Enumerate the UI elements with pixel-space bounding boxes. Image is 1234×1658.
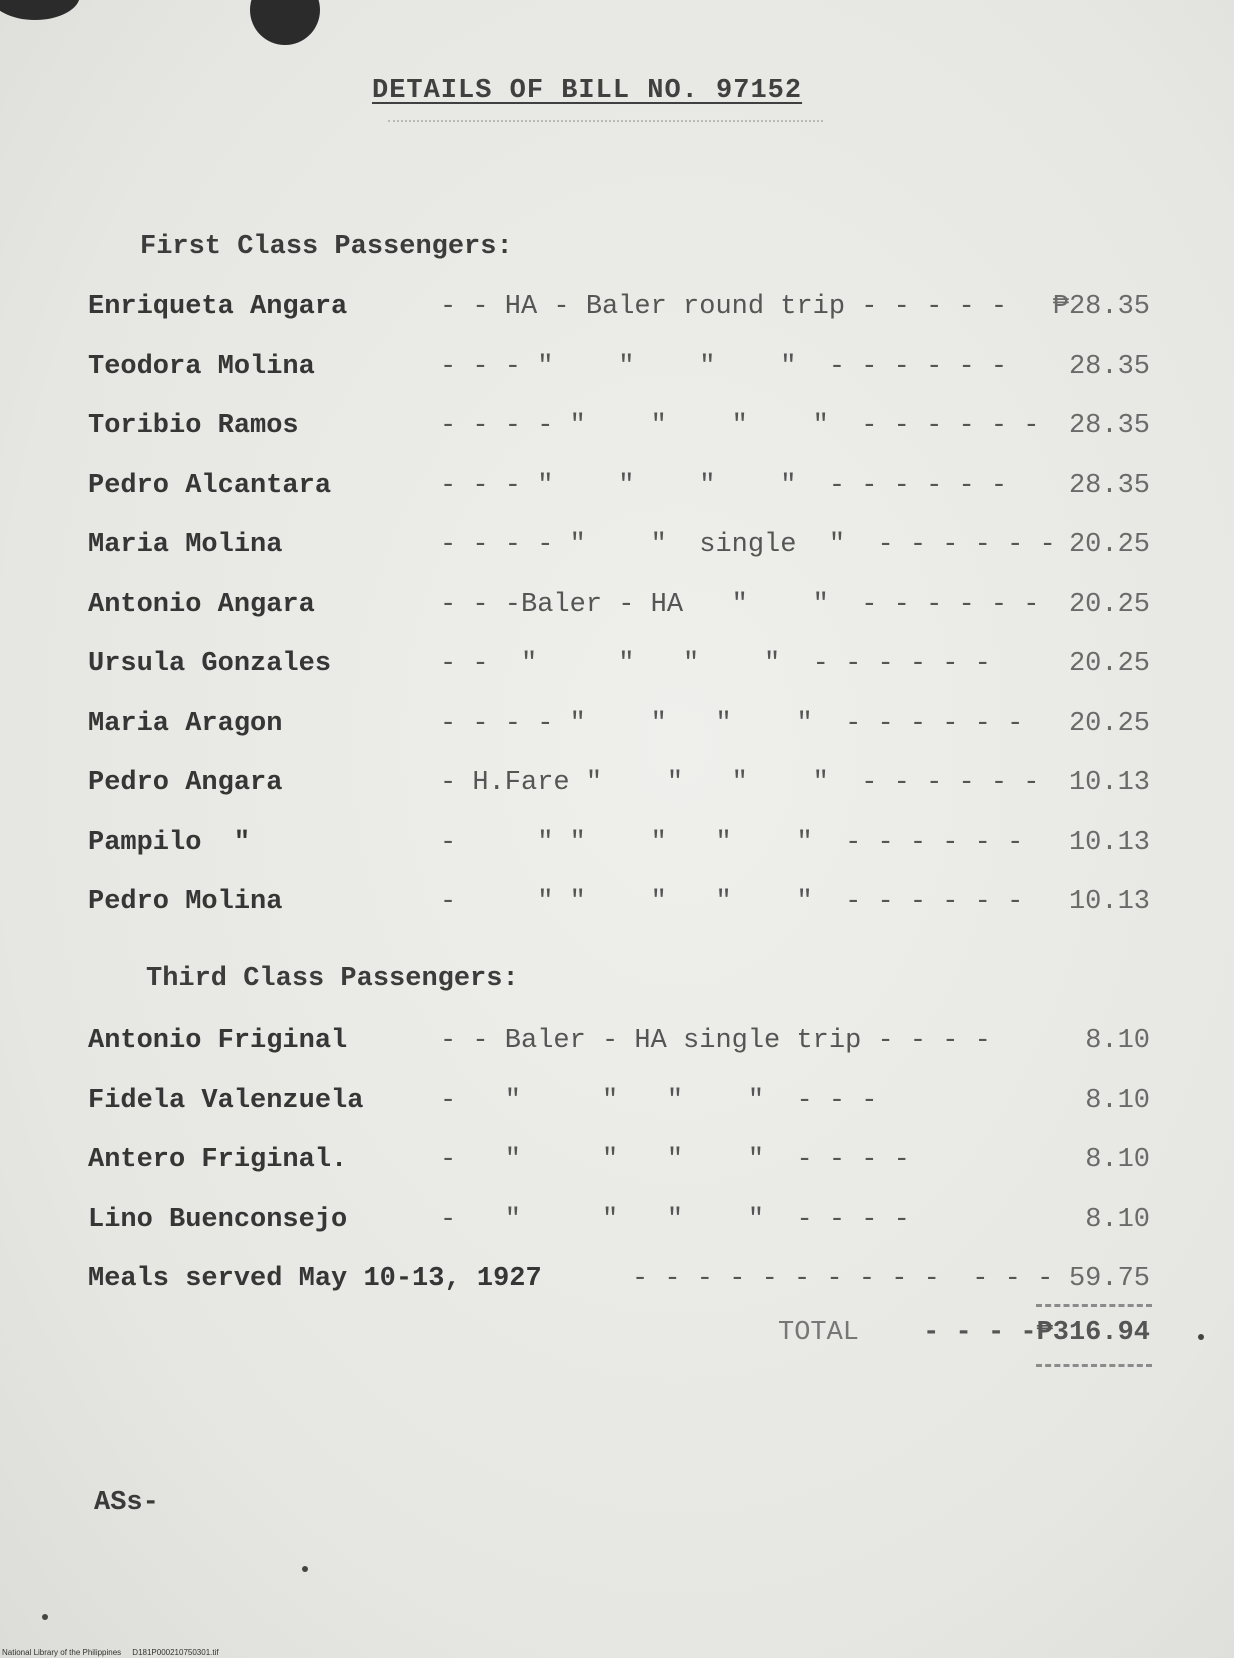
passenger-fare: 8.10 xyxy=(1085,1085,1150,1116)
passenger-route: - - " " " " - - - - - - xyxy=(440,649,991,679)
stain-speck xyxy=(1198,1334,1204,1340)
passenger-row xyxy=(0,1205,1234,1245)
passenger-name: Pedro Angara xyxy=(88,768,283,798)
passenger-row xyxy=(0,411,1234,451)
passenger-route: - " " " " - - - - xyxy=(440,1204,910,1235)
passenger-name: Maria Molina xyxy=(88,530,283,560)
passenger-fare: 10.13 xyxy=(1068,887,1150,917)
passenger-route: - - Baler - HA single trip - - - - xyxy=(440,1026,991,1056)
passenger-fare: 20.25 xyxy=(1068,530,1150,560)
passenger-route: - H.Fare " " " " - - - - - - xyxy=(440,768,1040,798)
passenger-fare: 20.25 xyxy=(1068,589,1150,620)
meals-amount: 59.75 xyxy=(1068,1264,1150,1294)
page-title: DETAILS OF BILL NO. 97152 xyxy=(372,76,803,106)
passenger-name: Antonio Angara xyxy=(88,589,315,620)
passenger-name: Pedro Alcantara xyxy=(88,470,332,501)
archive-footer: National Library of the Philippines D181P000210750301.tif xyxy=(2,1648,219,1657)
passenger-fare: 10.13 xyxy=(1068,768,1150,798)
passenger-row xyxy=(0,292,1234,332)
subtotal-rule xyxy=(1036,1304,1152,1307)
passenger-route: - - - - " " " " - - - - - - xyxy=(440,411,1040,441)
passenger-row xyxy=(0,828,1234,868)
total-amount: - - - -₱316.94 xyxy=(923,1318,1150,1348)
passenger-name: Pedro Molina xyxy=(88,887,283,917)
ink-blot xyxy=(0,0,80,20)
passenger-row xyxy=(0,530,1234,570)
passenger-fare: 10.13 xyxy=(1068,827,1150,858)
passenger-route: - " " " " " - - - - - - xyxy=(440,827,1024,858)
passenger-name: Teodora Molina xyxy=(88,351,315,382)
meals-row xyxy=(0,1264,1234,1304)
stain-speck xyxy=(42,1614,48,1620)
passenger-fare: 28.35 xyxy=(1068,351,1150,382)
passenger-route: - " " " " " - - - - - - xyxy=(440,887,1024,917)
passenger-name: Ursula Gonzales xyxy=(88,649,332,679)
passenger-row xyxy=(0,1145,1234,1185)
passenger-route: - " " " " - - - xyxy=(440,1085,878,1116)
meals-label: Meals served May 10-13, 1927 xyxy=(88,1264,542,1294)
meals-leader: - - - - - - - - - - - - - xyxy=(632,1264,1054,1294)
passenger-fare: 8.10 xyxy=(1085,1145,1150,1175)
passenger-fare: 20.25 xyxy=(1068,649,1150,679)
passenger-fare: ₱28.35 xyxy=(1052,292,1150,322)
passenger-name: Antero Friginal. xyxy=(88,1145,348,1175)
passenger-row xyxy=(0,352,1234,392)
ink-blot xyxy=(250,0,320,45)
passenger-row xyxy=(0,590,1234,630)
passenger-route: - - - - " " " " - - - - - - xyxy=(440,708,1024,739)
passenger-route: - - - " " " " - - - - - - xyxy=(440,351,1008,382)
passenger-name: Antonio Friginal xyxy=(88,1026,348,1056)
passenger-row xyxy=(0,649,1234,689)
stain-speck xyxy=(302,1566,308,1572)
passenger-fare: 20.25 xyxy=(1068,708,1150,739)
passenger-fare: 28.35 xyxy=(1068,470,1150,501)
third-class-heading: Third Class Passengers: xyxy=(146,964,519,994)
passenger-fare: 8.10 xyxy=(1085,1026,1150,1056)
total-rule xyxy=(1036,1364,1152,1367)
passenger-name: Enriqueta Angara xyxy=(88,292,348,322)
passenger-name: Maria Aragon xyxy=(88,708,283,739)
passenger-route: - " " " " - - - - xyxy=(440,1145,910,1175)
passenger-row xyxy=(0,768,1234,808)
passenger-row xyxy=(0,887,1234,927)
passenger-name: Toribio Ramos xyxy=(88,411,299,441)
first-class-heading: First Class Passengers: xyxy=(140,232,513,262)
passenger-row xyxy=(0,471,1234,511)
passenger-route: - - - " " " " - - - - - - xyxy=(440,470,1008,501)
passenger-name: Lino Buenconsejo xyxy=(88,1204,348,1235)
passenger-fare: 28.35 xyxy=(1068,411,1150,441)
total-label: TOTAL xyxy=(778,1318,860,1348)
passenger-name: Pampilo " xyxy=(88,827,251,858)
passenger-row xyxy=(0,1086,1234,1126)
passenger-route: - - -Baler - HA " " - - - - - - xyxy=(440,589,1040,620)
passenger-fare: 8.10 xyxy=(1085,1204,1150,1235)
passenger-route: - - HA - Baler round trip - - - - - xyxy=(440,292,1008,322)
typist-initials: ASs- xyxy=(94,1488,159,1518)
passenger-route: - - - - " " single " - - - - - - xyxy=(440,530,1056,560)
passenger-row xyxy=(0,1026,1234,1066)
passenger-row xyxy=(0,709,1234,749)
passenger-name: Fidela Valenzuela xyxy=(88,1085,364,1116)
dotted-underline xyxy=(388,120,823,122)
